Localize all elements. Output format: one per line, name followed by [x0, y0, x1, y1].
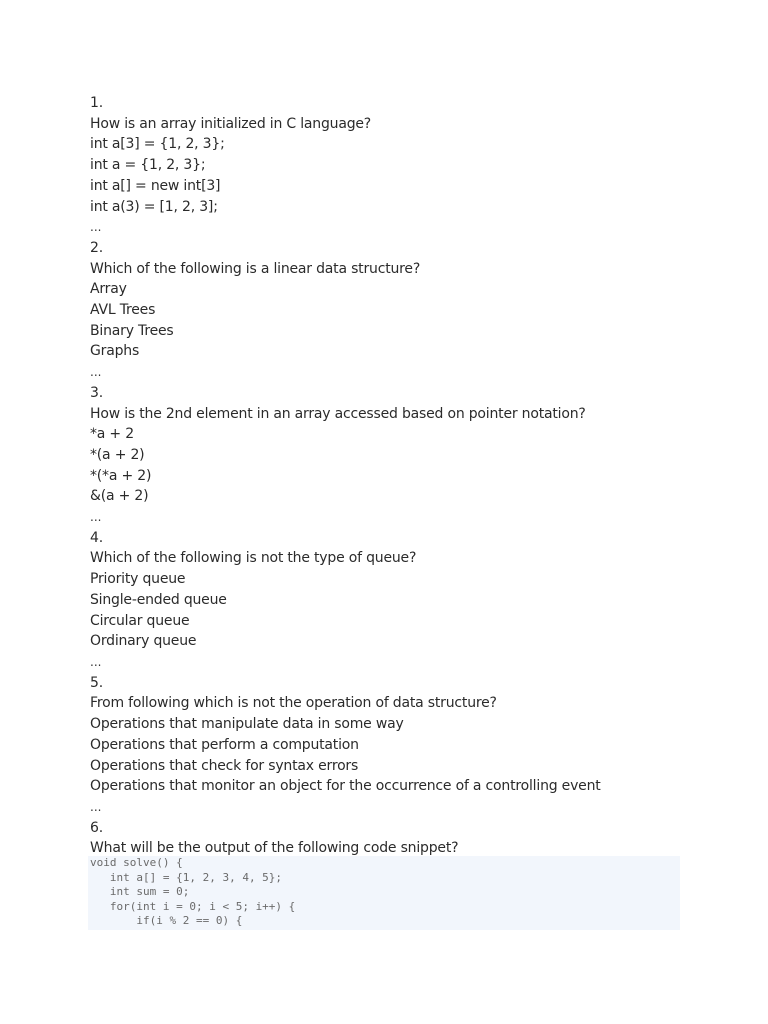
- option: &(a + 2): [90, 488, 149, 505]
- question-number: 2.: [90, 239, 103, 256]
- question-number: 5.: [90, 674, 103, 691]
- code-line: if(i % 2 == 0) {: [90, 914, 243, 927]
- question-4: [90, 528, 690, 673]
- code-snippet: [88, 856, 680, 930]
- option: Operations that check for syntax errors: [90, 757, 359, 774]
- question-2: [90, 238, 690, 383]
- question-5: [90, 673, 690, 818]
- question-text: How is an array initialized in C language?: [90, 115, 372, 132]
- question-text: Which of the following is a linear data structure?: [90, 260, 421, 277]
- option: *(a + 2): [90, 446, 145, 463]
- question-number: 4.: [90, 529, 103, 546]
- ellipsis: ...: [90, 654, 102, 669]
- option: Binary Trees: [90, 322, 174, 339]
- ellipsis: ...: [90, 365, 102, 380]
- question-list: [90, 93, 690, 859]
- option: int a = {1, 2, 3};: [90, 157, 206, 174]
- question-number: 1.: [90, 95, 103, 111]
- code-line: int sum = 0;: [90, 885, 190, 898]
- question-text: What will be the output of the following code snippet?: [90, 840, 459, 857]
- option: Operations that monitor an object for the occurrence of a controlling event: [90, 778, 601, 795]
- option: *(*a + 2): [90, 467, 152, 484]
- code-line: int a[] = {1, 2, 3, 4, 5};: [90, 870, 283, 884]
- code-line: void solve() {: [90, 856, 183, 869]
- ellipsis: ...: [90, 799, 102, 814]
- question-1: [90, 93, 690, 238]
- option: int a[3] = {1, 2, 3};: [90, 136, 225, 153]
- option: int a[] = new int[3]: [90, 177, 221, 194]
- question-text: How is the 2nd element in an array accessed based on pointer notation?: [90, 405, 586, 422]
- ellipsis: ...: [90, 510, 102, 525]
- option: Operations that perform a computation: [90, 736, 359, 753]
- option: Graphs: [90, 343, 140, 360]
- question-text: From following which is not the operation of data structure?: [90, 695, 497, 712]
- question-6: [90, 818, 690, 859]
- question-3: [90, 383, 690, 528]
- code-line: for(int i = 0; i < 5; i++) {: [90, 899, 296, 913]
- option: Array: [90, 281, 127, 298]
- question-number: 3.: [90, 384, 103, 401]
- option: Single-ended queue: [90, 591, 227, 608]
- option: *a + 2: [90, 426, 134, 443]
- option: Operations that manipulate data in some way: [90, 716, 404, 733]
- ellipsis: ...: [90, 220, 102, 235]
- option: Circular queue: [90, 612, 190, 629]
- option: Ordinary queue: [90, 633, 197, 650]
- question-number: 6.: [90, 819, 103, 836]
- option: Priority queue: [90, 571, 186, 588]
- option: AVL Trees: [90, 302, 156, 319]
- question-text: Which of the following is not the type of queue?: [90, 550, 417, 567]
- option: int a(3) = [1, 2, 3];: [90, 198, 218, 215]
